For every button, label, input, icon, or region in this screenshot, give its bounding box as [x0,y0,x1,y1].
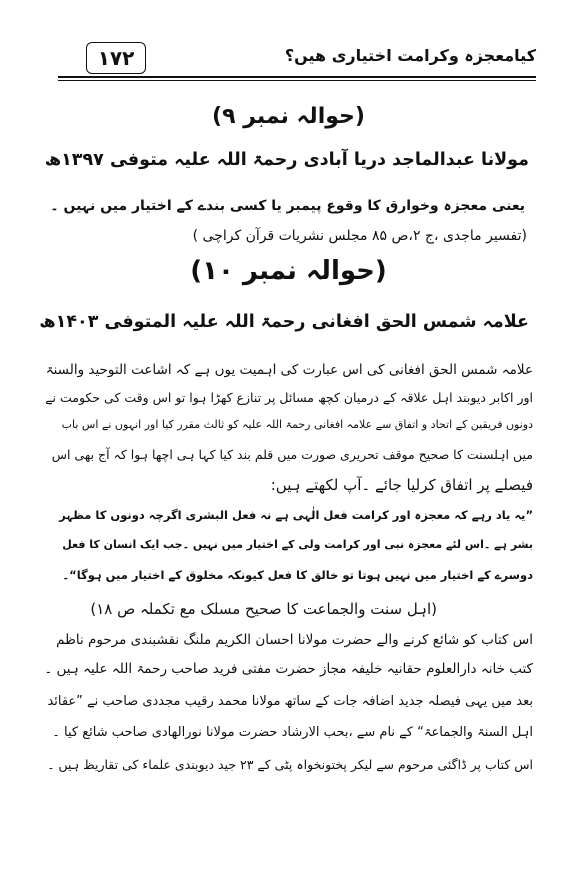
closing-line: بعد میں یہی فیصلہ جدید اضافہ جات کے ساتھ مولانا محمد رقیب مجددی صاحب نے ”عقائد [47,694,533,709]
quote-line: بشر ہے ۔اس لئے معجزہ نبی اور کرامت ولی کے اختیار میں نہیں ۔جب ایک انسان کا فعل [62,538,533,551]
paragraph-line: علامہ شمس الحق افغانی کی اس عبارت کی اہمیت یوں ہے کہ اشاعت التوحید والسنۃ [45,362,533,378]
reference-9-citation: (تفسیر ماجدی ،ج ۲،ص ۸۵ مجلس نشریات قرآن کراچی ) [192,228,527,244]
page-header [58,38,536,78]
header-rule-thin [58,80,536,81]
reference-9-scholar: مولانا عبدالماجد دریا آبادی رحمۃ اللہ علیہ متوفی ۱۳۹۷ھ [44,150,529,170]
paragraph-line: دونوں فریقین کے اتحاد و اتفاق سے علامہ افغانی رحمۃ اللہ علیہ کو ثالث مقرر کیا اور انہوں نے اس باب [61,418,533,431]
closing-line: اس کتاب پر ڈاگئی مرحوم سے لیکر پختونخواہ پٹی کے ۲۳ جید دیوبندی علماء کی تقاریظ ہیں ۔ [47,757,533,772]
quote-citation: (اہل سنت والجماعت کا صحیح مسلک مع تکملہ ص ۱۸) [90,600,437,618]
paragraph-line: میں اہلسنت کا صحیح موقف تحریری صورت میں قلم بند کیا کہا ہی اچھا ہوا کہ آج بھی اس [51,447,533,462]
page-number: ۱۷۲ [86,42,146,74]
header-rule [58,76,536,78]
reference-9-heading: (حوالہ نمبر ۹) [212,104,365,129]
paragraph-line: اور اکابر دیوبند اہل علاقہ کے درمیان کچھ مسائل پر تنازع کھڑا ہوا تو اس وقت کی حکومت نے [45,390,533,405]
paragraph-line: فیصلے پر اتفاق کرلیا جائے ۔آپ لکھتے ہیں: [270,476,533,494]
running-title: کیامعجزہ وکرامت اختیاری ھیں؟ [284,46,536,65]
reference-10-scholar: علامہ شمس الحق افغانی رحمۃ اللہ علیہ المتوفی ۱۴۰۳ھ [39,312,529,332]
closing-line: کتب خانہ دارالعلوم حقانیہ خلیفہ مجاز حضرت مفتی فرید صاحب رحمۃ اللہ علیہ ہیں ۔ [44,661,533,677]
closing-line: اہل السنۃ والجماعۃ“ کے نام سے ،بحب الارشاد حضرت مولانا نورالھادی صاحب شائع کیا ۔ [52,725,533,740]
quote-line: دوسرے کے اختیار میں نہیں ہوتا تو خالق کا فعل کیونکہ مخلوق کے اختیار میں ہوگا“۔ [62,568,533,582]
closing-line: اس کتاب کو شائع کرنے والے حضرت مولانا احسان الکریم ملنگ نقشبندی مرحوم ناظم [56,632,533,648]
quote-line: ”یہ یاد رہے کہ معجزہ اور کرامت فعل الٰہی ہے نہ فعل البشری اگرچہ دونوں کا مظہر [59,508,533,522]
reference-9-line-1: یعنی معجزہ وخوارق کا وقوع پیمبر یا کسی بندے کے اختیار میں نہیں ۔ [50,198,525,214]
reference-10-heading: (حوالہ نمبر ۱۰) [190,256,387,286]
